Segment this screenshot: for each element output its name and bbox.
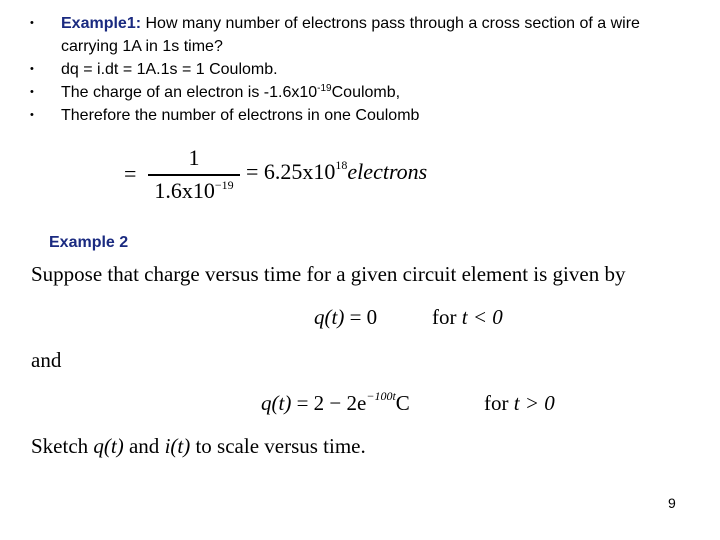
electron-charge-text: The charge of an electron is -1.6x10: [61, 84, 318, 101]
example2-title: Example 2: [49, 234, 129, 251]
eq1-for: for: [432, 305, 457, 329]
bullet-item-question: [30, 12, 690, 58]
bullet-icon: •: [30, 109, 34, 121]
bullet-icon: •: [30, 63, 34, 75]
eq2-condition: [484, 391, 555, 416]
eq1-condition: [432, 305, 503, 330]
eq2-cond: t > 0: [513, 391, 555, 415]
eq2-unit: C: [395, 391, 410, 415]
eq1-rhs: = 0: [349, 305, 378, 329]
bullet-icon: •: [30, 86, 34, 98]
electron-count-fraction: [148, 144, 240, 204]
denominator-base: 1.6x10: [154, 177, 215, 203]
formula-equals-sign: =: [124, 161, 137, 186]
therefore-text: Therefore the number of electrons in one Coulomb: [61, 107, 420, 124]
fraction-bar: [148, 174, 240, 176]
result-unit: electrons: [347, 159, 428, 184]
formula-result: [246, 159, 427, 185]
electron-charge-unit: Coulomb,: [331, 84, 401, 101]
sketch-q: q(t): [93, 434, 124, 458]
sketch-i: i(t): [164, 434, 191, 458]
example1-question: How many number of electrons pass through a cross section of a wire carrying 1A in 1s time?: [61, 15, 640, 55]
page-number: 9: [668, 495, 676, 511]
eq2-lhs: q(t): [261, 391, 292, 415]
sketch-instruction: [31, 434, 366, 459]
bullet-icon: •: [30, 17, 34, 29]
bullet-item-dq: [30, 58, 690, 81]
fraction-denominator: [148, 178, 240, 204]
eq1-cond: t < 0: [461, 305, 503, 329]
eq2-for: for: [484, 391, 509, 415]
fraction-numerator: 1: [188, 145, 200, 170]
and-word: and: [31, 348, 62, 372]
eq1-lhs: q(t): [314, 305, 345, 329]
bullet-item-charge: [30, 81, 690, 104]
eq2-exponent: −100t: [366, 389, 396, 403]
dq-equation: dq = i.dt = 1A.1s = 1 Coulomb.: [61, 61, 278, 78]
equation-q-negative-time: [314, 305, 377, 330]
bullet-item-therefore: [30, 104, 690, 127]
example1-title: Example1:: [61, 15, 142, 32]
sketch-word: Sketch: [31, 434, 89, 458]
eq2-rhs: = 2 − 2e: [296, 391, 367, 415]
sketch-and: and: [128, 434, 160, 458]
example2-intro: Suppose that charge versus time for a given circuit element is given by: [31, 262, 626, 286]
electron-charge-exponent: -19: [317, 83, 332, 94]
result-exponent: 18: [335, 158, 348, 172]
example1-bullet-list: [30, 12, 690, 127]
equation-q-positive-time: [261, 391, 410, 416]
result-mantissa: = 6.25x10: [246, 159, 336, 184]
denominator-exponent: −19: [214, 177, 234, 192]
sketch-rest: to scale versus time.: [195, 434, 366, 458]
